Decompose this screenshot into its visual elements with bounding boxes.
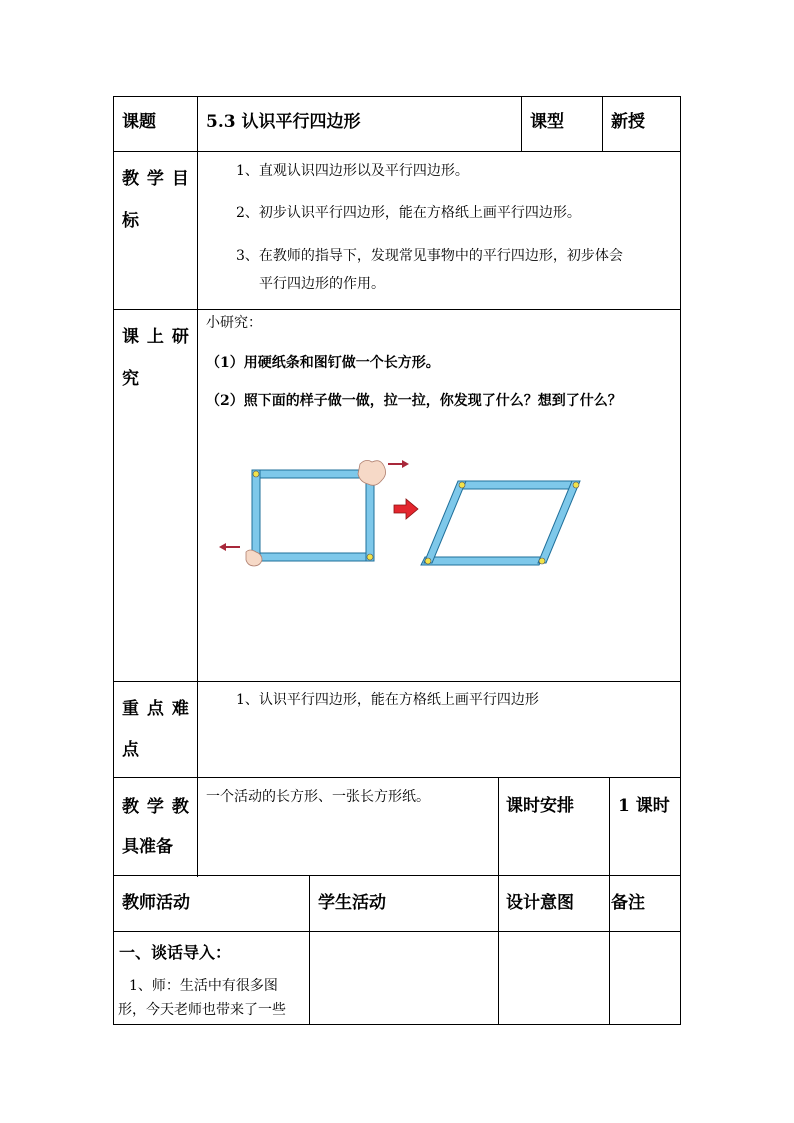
materials-label-2: 具准备 xyxy=(122,837,173,857)
notes-header: 备注 xyxy=(611,893,645,913)
activity-line-2: 形，今天老师也带来了一些 xyxy=(118,1002,286,1018)
teacher-activity-header: 教师活动 xyxy=(122,893,190,913)
materials-value: 一个活动的长方形、一张长方形纸。 xyxy=(206,789,430,805)
keypoints-label-2: 点 xyxy=(122,740,139,760)
schedule-label: 课时安排 xyxy=(506,796,574,816)
design-intent-header: 设计意图 xyxy=(506,893,574,913)
transform-arrow-icon xyxy=(394,499,418,519)
objectives-label-2: 标 xyxy=(122,211,139,231)
keypoint-item-1: 1、认识平行四边形，能在方格纸上画平行四边形 xyxy=(236,692,539,708)
research-question-1: （1）用硬纸条和图钉做一个长方形。 xyxy=(206,355,440,371)
schedule-value: 1 课时 xyxy=(618,796,670,816)
frame-figure xyxy=(210,450,600,580)
objective-item-3: 3、在教师的指导下，发现常见事物中的平行四边形，初步体会 xyxy=(236,248,623,264)
objectives-label-1: 教 学 目 xyxy=(122,169,190,189)
materials-label-1: 教 学 教 xyxy=(122,797,190,817)
objective-item-1: 1、直观认识四边形以及平行四边形。 xyxy=(236,163,469,179)
arrow-right-icon xyxy=(388,460,409,468)
research-intro: 小研究： xyxy=(206,315,262,331)
section-intro: 一、谈话导入： xyxy=(119,943,232,962)
title-value: 5.3 认识平行四边形 xyxy=(206,112,361,132)
objective-item-2: 2、初步认识平行四边形，能在方格纸上画平行四边形。 xyxy=(236,205,581,221)
hand-icon xyxy=(358,460,386,485)
type-label: 课型 xyxy=(530,112,564,132)
objective-item-4: 平行四边形的作用。 xyxy=(259,276,385,292)
type-value: 新授 xyxy=(611,112,645,132)
research-label-1: 课 上 研 xyxy=(122,327,190,347)
student-activity-header: 学生活动 xyxy=(318,893,386,913)
parallelogram-frame xyxy=(421,481,580,565)
arrow-left-icon xyxy=(219,543,240,551)
keypoints-label-1: 重 点 难 xyxy=(122,699,190,719)
rectangle-frame xyxy=(246,460,386,566)
research-label-2: 究 xyxy=(122,369,139,389)
activity-line-1: 1、师：生活中有很多图 xyxy=(129,978,278,994)
title-label: 课题 xyxy=(122,112,156,132)
research-question-2: （2）照下面的样子做一做，拉一拉，你发现了什么？想到了什么？ xyxy=(206,393,622,409)
